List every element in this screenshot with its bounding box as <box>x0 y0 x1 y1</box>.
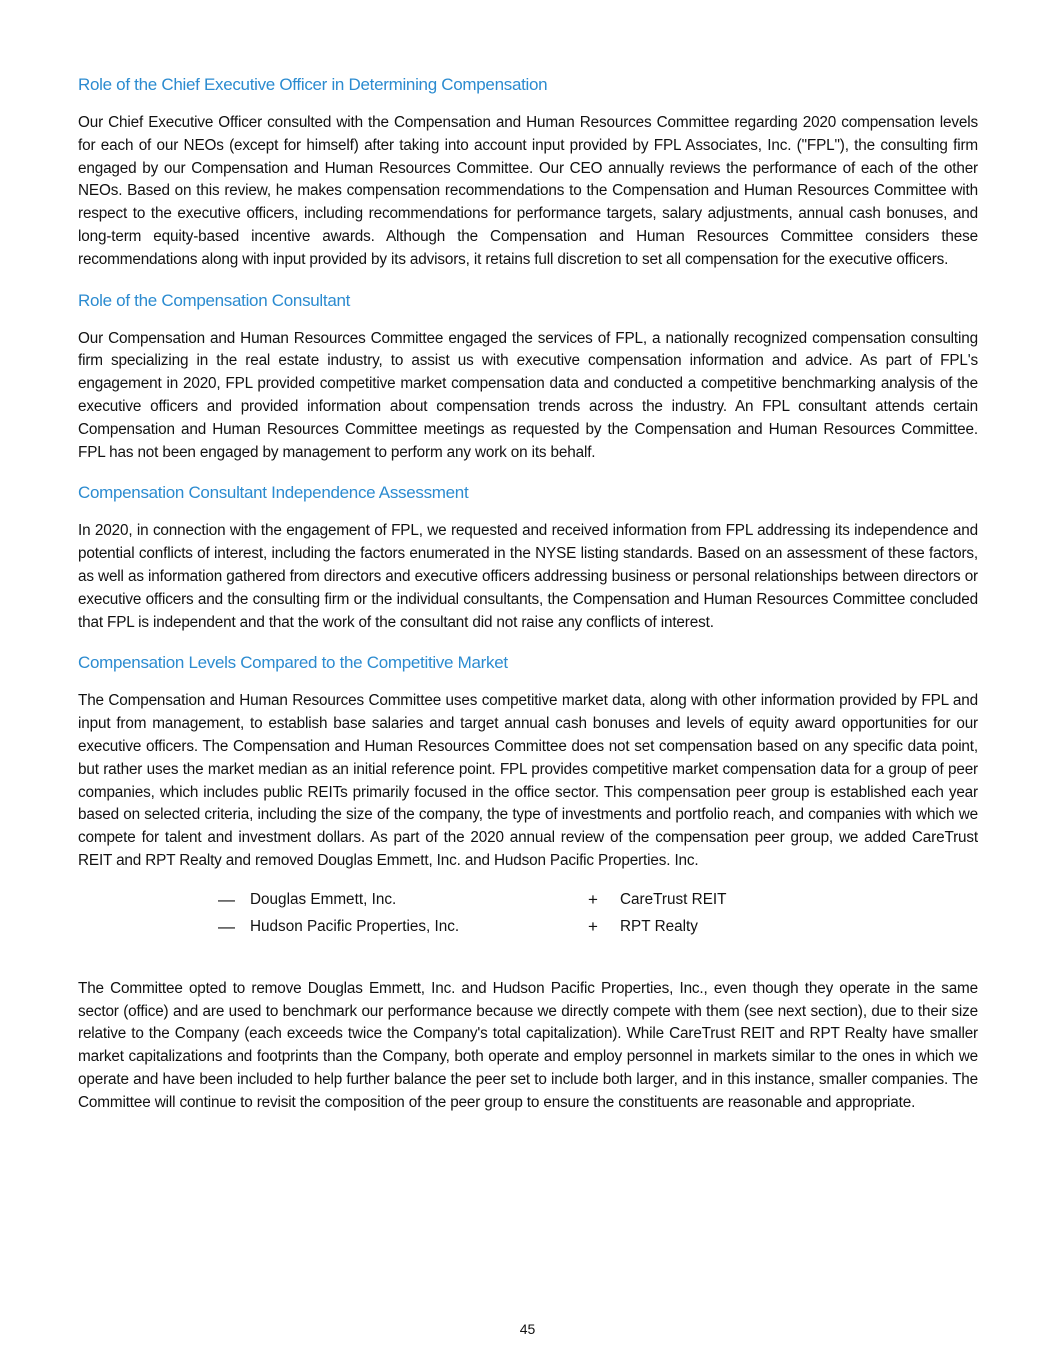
added-peer-name: RPT Realty <box>620 917 698 935</box>
section-body-ceo-role: Our Chief Executive Officer consulted with the Compensation and Human Resources Committee regarding 2020 compensation levels for each of our NEOs (except for himself) after taking into account input provided by FPL Associates, Inc. ("FPL"), the consulting firm engaged by our Compensation and Human Resources Committee. Our CEO annually reviews the performance of each of the other NEOs. Based on this review, he makes compensation recommendations to the Compensation and Human Resources Committee with respect to the executive officers, including recommendations for performance targets, salary adjustments, annual cash bonuses, and long-term equity-based incentive awards. Although the Compensation and Human Resources Committee considers these recommendations along with input provided by its advisors, it retains full discretion to set all compensation for the executive officers. <box>78 114 978 268</box>
removed-peer-name: Hudson Pacific Properties, Inc. <box>250 917 460 935</box>
added-peer-item <box>588 889 888 911</box>
minus-icon: — <box>218 889 235 909</box>
section-body-consultant-role: Our Compensation and Human Resources Committee engaged the services of FPL, a nationally recognized compensation consulting firm specializing in the real estate industry, to assist us with executive compensation information and advice. As part of FPL's engagement in 2020, FPL provided competitive market compensation data and conducted a competitive benchmarking analysis of the executive officers and provided information about compensation trends across the industry. An FPL consultant attends certain Compensation and Human Resources Committee meetings as requested by the Compensation and Human Resources Committee. FPL has not been engaged by management to perform any work on its behalf. <box>78 329 978 461</box>
added-peer-name: CareTrust REIT <box>620 890 727 908</box>
section-heading-consultant-role: Role of the Compensation Consultant <box>78 290 351 310</box>
removed-peer-item <box>218 916 588 938</box>
section-heading-competitive-market: Compensation Levels Compared to the Competitive Market <box>78 653 508 673</box>
document-page <box>78 72 978 1131</box>
peer-group-changes <box>218 889 978 938</box>
removed-peer-name: Douglas Emmett, Inc. <box>250 890 397 908</box>
section-body-independence: In 2020, in connection with the engagement of FPL, we requested and received information from FPL addressing its independence and potential conflicts of interest, including the factors enumerated in the NYSE listing standards. Based on an assessment of these factors, as well as information gathered from directors and executive officers addressing business or personal relationships between directors or executive officers and the consulting firm or the individual consultants, the Compensation and Human Resources Committee concluded that FPL is independent and that the work of the consultant did not raise any conflicts of interest. <box>78 522 978 631</box>
section-body-competitive-market: The Compensation and Human Resources Committee uses competitive market data, along with other information provided by FPL and input from management, to establish base salaries and target annual cash bonuses and levels of equity award opportunities for our executive officers. The Compensation and Human Resources Committee does not set compensation based on any specific data point, but rather uses the market median as an initial reference point. FPL provides competitive market compensation data for a group of peer companies, which includes public REITs primarily focused in the office sector. This compensation peer group is established each year based on selected criteria, including the size of the company, the type of investments and portfolio reach, and companies with which we compete for talent and investment dollars. As part of the 2020 annual review of the compensation peer group, we added CareTrust REIT and RPT Realty and removed Douglas Emmett, Inc. and Hudson Pacific Properties. Inc. <box>78 692 978 869</box>
section-heading-independence: Compensation Consultant Independence Assessment <box>78 483 469 503</box>
added-peer-item <box>588 916 888 938</box>
section-heading-ceo-role: Role of the Chief Executive Officer in Determining Compensation <box>78 75 548 94</box>
page-number: 45 <box>519 1321 536 1337</box>
plus-icon: + <box>588 916 598 936</box>
removed-peer-item <box>218 889 588 911</box>
minus-icon: — <box>218 916 235 936</box>
plus-icon: + <box>588 889 598 909</box>
closing-paragraph: The Committee opted to remove Douglas Emmett, Inc. and Hudson Pacific Properties, Inc., even though they operate in the same sector (office) and are used to benchmark our performance because we directly compete with them (see next section), due to their size relative to the Company (each exceeds twice the Company's total capitalization). While CareTrust REIT and RPT Realty have smaller market capitalizations and footprints than the Company, both operate and employ personnel in markets similar to the ones in which we operate and have been included to help further balance the peer set to include both larger, and in this instance, smaller companies. The Committee will continue to revisit the composition of the peer group to ensure the constituents are reasonable and appropriate. <box>78 979 978 1111</box>
